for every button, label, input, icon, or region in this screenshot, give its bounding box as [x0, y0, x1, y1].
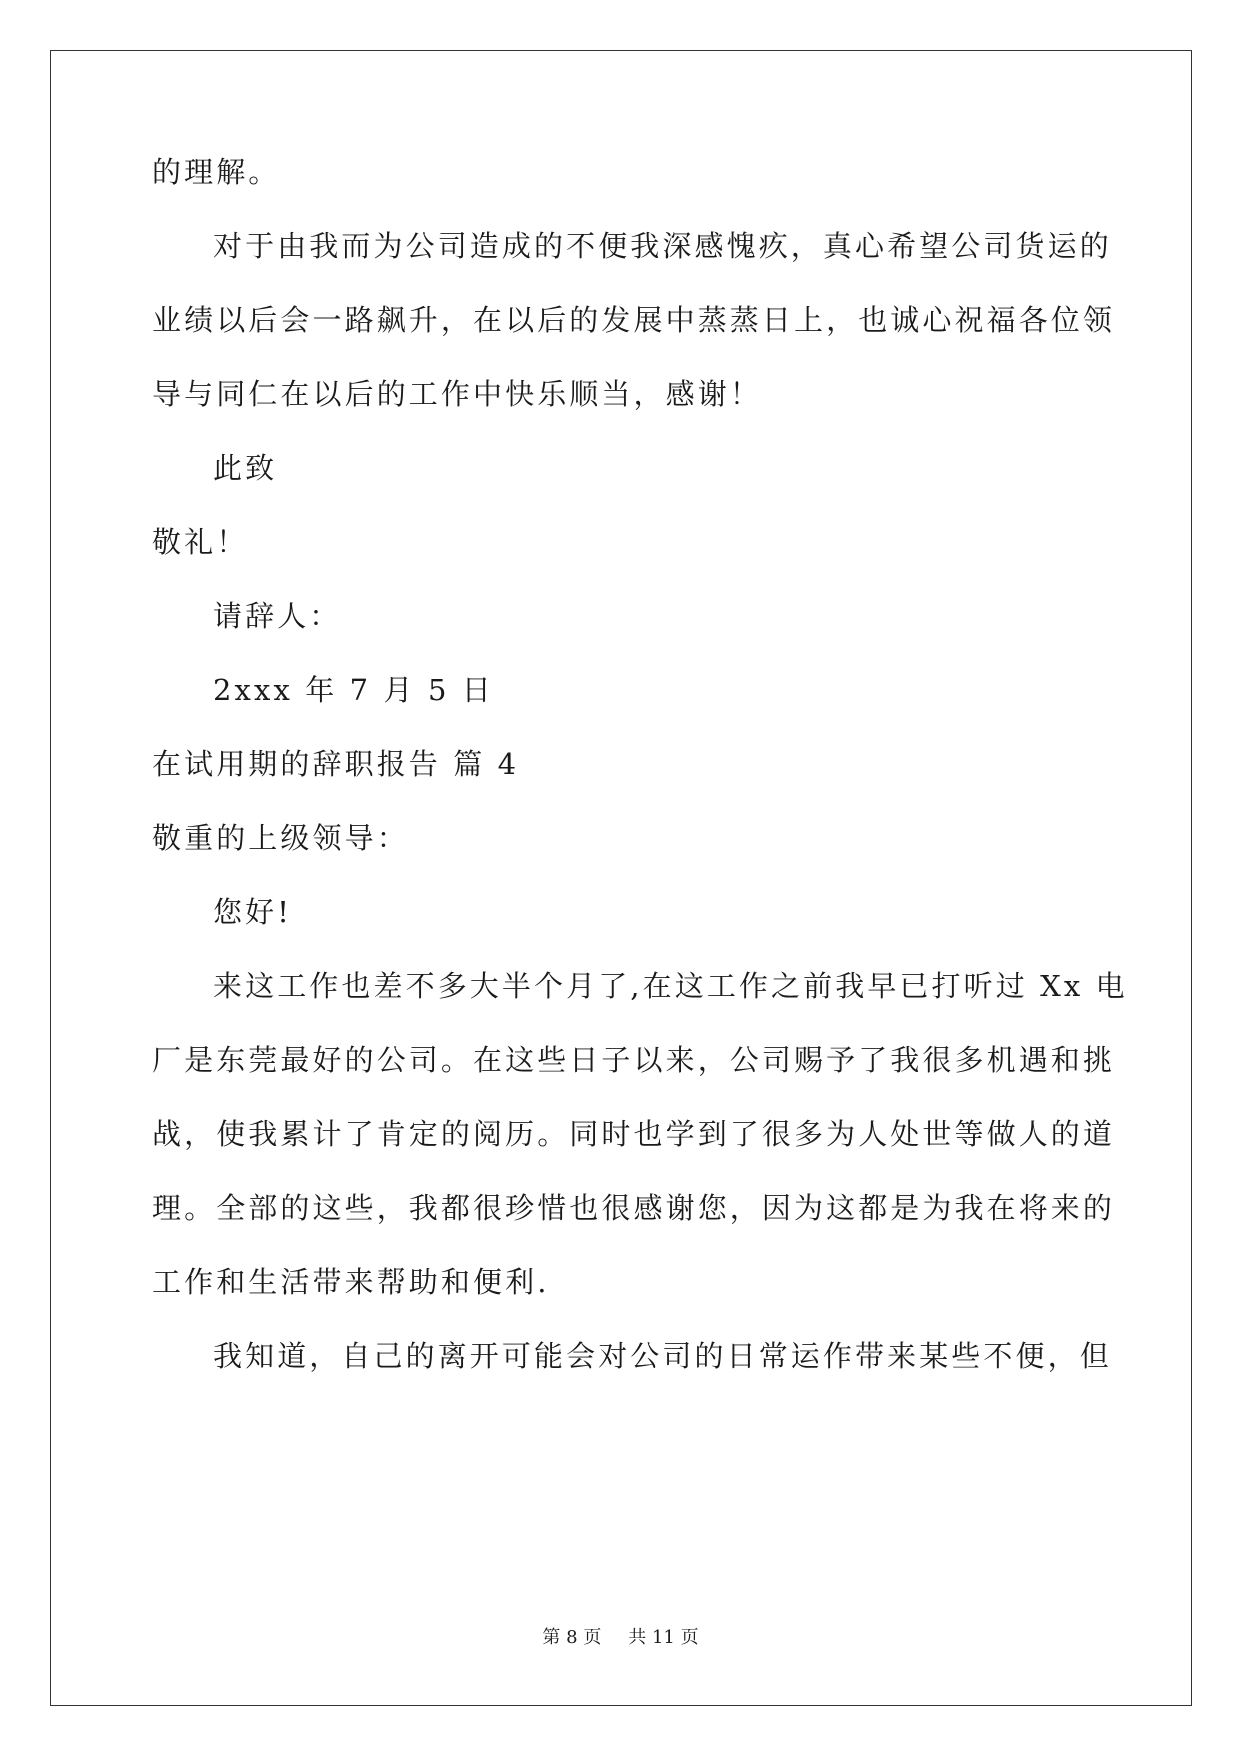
text-line: 此致	[213, 451, 278, 485]
text-line: 厂是东莞最好的公司。在这些日子以来，公司赐予了我很多机遇和挑	[152, 1043, 1116, 1077]
text-line: 工作和生活带来帮助和便利.	[152, 1265, 550, 1299]
text-line: 请辞人：	[213, 599, 342, 633]
text-line: 对于由我而为公司造成的不便我深感愧疚，真心希望公司货运的	[213, 229, 1112, 263]
page-total: 共 11 页	[628, 1627, 699, 1648]
section-heading: 在试用期的辞职报告 篇 4	[152, 747, 520, 781]
page-footer	[0, 1627, 1241, 1649]
text-line: 导与同仁在以后的工作中快乐顺当，感谢！	[152, 377, 762, 411]
greeting: 您好!	[213, 895, 292, 929]
page-border	[50, 50, 1192, 1706]
text-line: 战，使我累计了肯定的阅历。同时也学到了很多为人处世等做人的道	[152, 1117, 1116, 1151]
text-line: 理。全部的这些，我都很珍惜也很感谢您，因为这都是为我在将来的	[152, 1191, 1116, 1225]
text-line: 业绩以后会一路飙升，在以后的发展中蒸蒸日上，也诚心祝福各位领	[152, 303, 1116, 337]
text-line: 2xxx 年 7 月 5 日	[213, 673, 494, 707]
page-number: 第 8 页	[542, 1627, 602, 1648]
text-line: 我知道，自己的离开可能会对公司的日常运作带来某些不便，但	[213, 1339, 1112, 1373]
text-line: 来这工作也差不多大半个月了,在这工作之前我早已打听过 Xx 电	[213, 969, 1128, 1003]
text-line: 敬礼！	[152, 525, 249, 559]
text-line: 的理解。	[152, 155, 281, 189]
salutation: 敬重的上级领导：	[152, 821, 409, 855]
